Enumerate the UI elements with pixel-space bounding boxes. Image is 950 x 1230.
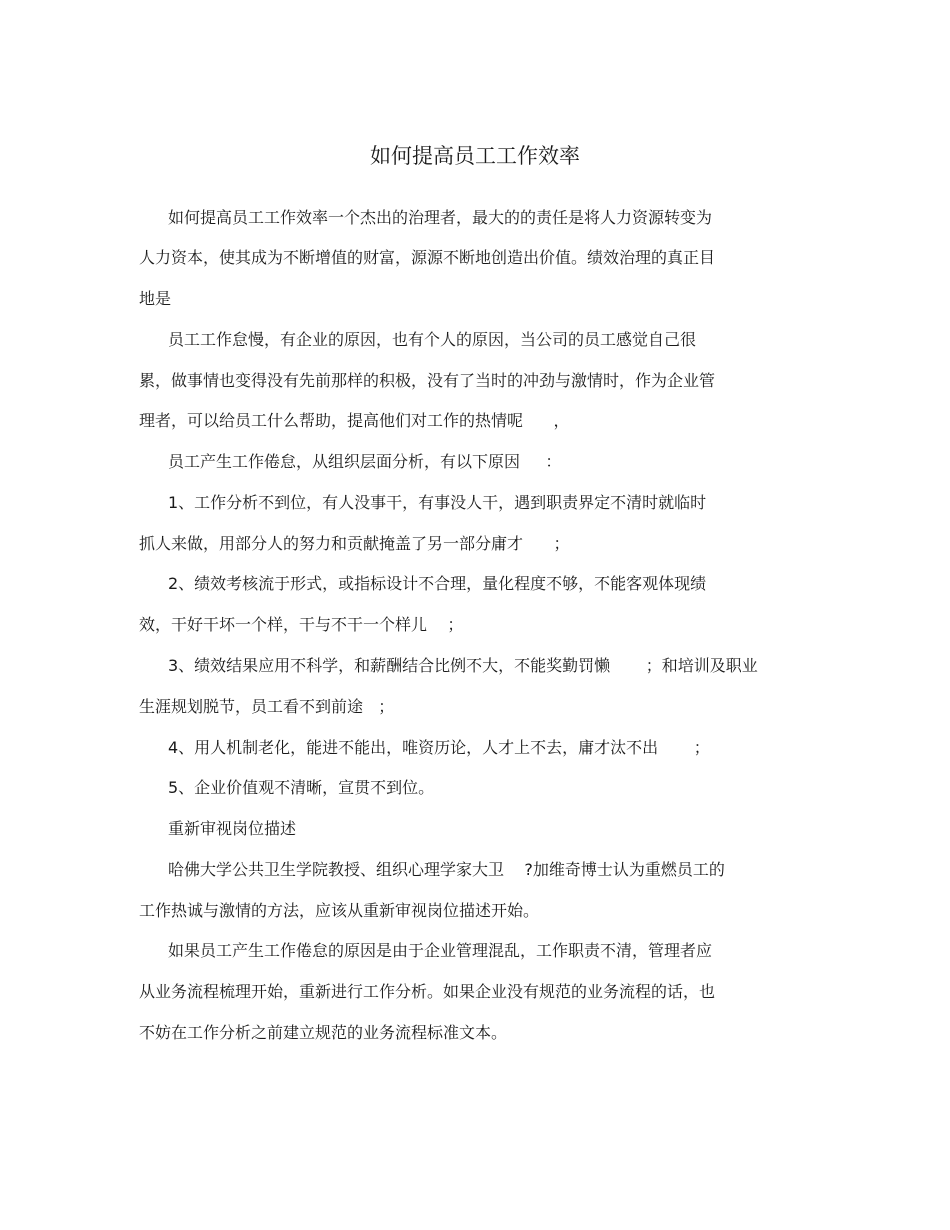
paragraph-line: 哈佛大学公共卫生学院教授、组织心理学家大卫 ?加维奇博士认为重燃员工的: [168, 860, 725, 879]
paragraph-line: 如何提高员工工作效率一个杰出的治理者，最大的的责任是将人力资源转变为: [168, 208, 713, 227]
paragraph-line: 理者，可以给员工什么帮助，提高他们对工作的热情呢 ，: [139, 411, 570, 430]
paragraph-line: 不妨在工作分析之前建立规范的业务流程标准文本。: [139, 1023, 508, 1042]
list-item-line: 1、工作分析不到位，有人没事干，有事没人干，遇到职责界定不清时就临时: [168, 493, 707, 512]
list-item-line: 效，干好干坏一个样，干与不干一个样儿 ；: [139, 615, 464, 634]
paragraph-line: 员工工作怠慢，有企业的原因，也有个人的原因，当公司的员工感觉自己很: [168, 330, 697, 349]
list-item-line: 生涯规划脱节，员工看不到前途 ；: [139, 697, 395, 716]
paragraph-line: 工作热诚与激情的方法，应该从重新审视岗位描述开始。: [139, 901, 540, 920]
list-item-line: 5、企业价值观不清晰，宣贯不到位。: [168, 778, 435, 797]
paragraph-line: 从业务流程梳理开始，重新进行工作分析。如果企业没有规范的业务流程的话，也: [139, 982, 716, 1001]
document-title: 如何提高员工工作效率: [370, 144, 580, 168]
paragraph-line: 累，做事情也变得没有先前那样的积极，没有了当时的冲劲与激情时，作为企业管: [139, 371, 716, 390]
paragraph-line: 如果员工产生工作倦怠的原因是由于企业管理混乱，工作职责不清，管理者应: [168, 941, 713, 960]
section-heading: 重新审视岗位描述: [168, 819, 297, 838]
paragraph-line: 员工产生工作倦怠，从组织层面分析，有以下原因 ：: [168, 452, 562, 471]
paragraph-line: 地是: [139, 289, 172, 308]
list-item-line: 抓人来做，用部分人的努力和贡献掩盖了另一部分庸才 ；: [139, 534, 570, 553]
list-item-line: 3、绩效结果应用不科学，和薪酬结合比例不大，不能奖勤罚懒 ；和培训及职业: [168, 656, 758, 675]
list-item-line: 2、绩效考核流于形式，或指标设计不合理，量化程度不够，不能客观体现绩: [168, 574, 707, 593]
list-item-line: 4、用人机制老化，能进不能出，唯资历论，人才上不去，庸才汰不出 ；: [168, 738, 710, 757]
paragraph-line: 人力资本，使其成为不断增值的财富，源源不断地创造出价值。绩效治理的真正目: [139, 248, 716, 267]
